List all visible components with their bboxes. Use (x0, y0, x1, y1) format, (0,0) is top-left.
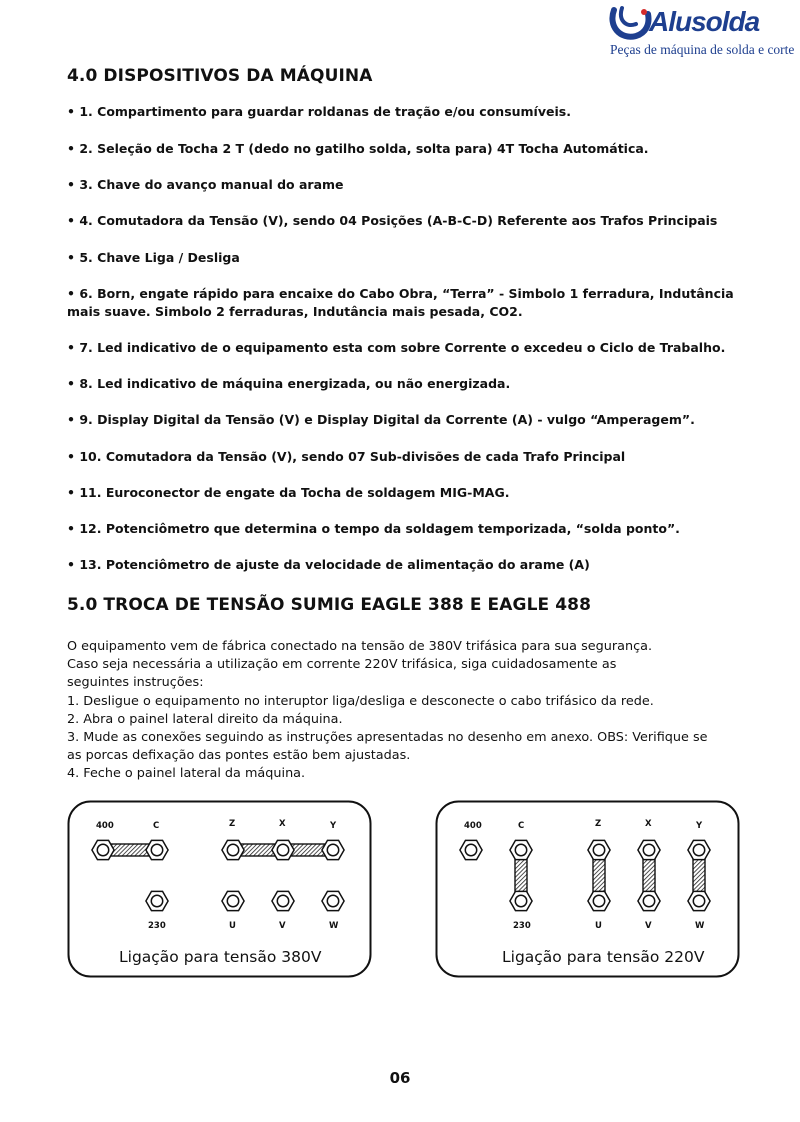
instructions-paragraph (67, 638, 757, 784)
diagram-220v (435, 800, 740, 978)
terminal-label: C (153, 821, 160, 831)
terminal-nut (588, 891, 610, 910)
paragraph-line: 2. Abra o painel lateral direito da máquina. (67, 711, 343, 727)
alusolda-logo (608, 4, 796, 60)
section5-title: 5.0 TROCA DE TENSÃO SUMIG EAGLE 388 E EAGLE 488 (67, 595, 592, 615)
terminal-nut (510, 840, 532, 859)
terminal-nut (588, 840, 610, 859)
list-item: • 1. Compartimento para guardar roldanas de tração e/ou consumíveis. (67, 104, 571, 119)
terminal-nut (638, 891, 660, 910)
terminal-nut (272, 891, 294, 910)
terminal-label: W (695, 921, 705, 931)
paragraph-line: 3. Mude as conexões seguindo as instruções apresentadas no desenho em anexo. OBS: Verifique se (67, 730, 708, 746)
terminal-label: Y (330, 821, 337, 831)
list-item: • 6. Born, engate rápido para encaixe do Cabo Obra, “Terra” - Simbolo 1 ferradura, Indutância mais suave. Simbolo 2 ferraduras, Indutância mais pesada, CO2. (67, 286, 734, 319)
terminal-label: X (645, 819, 652, 829)
list-item: • 9. Display Digital da Tensão (V) e Display Digital da Corrente (A) - vulgo “Amperagem”. (67, 412, 695, 427)
list-item: • 2. Seleção de Tocha 2 T (dedo no gatilho solda, solta para) 4T Tocha Automática. (67, 141, 649, 156)
list-item: • 12. Potenciômetro que determina o tempo da soldagem temporizada, “solda ponto”. (67, 521, 680, 536)
terminal-label: C (518, 821, 525, 831)
terminal-nut (322, 891, 344, 910)
terminal-nut (322, 840, 344, 859)
logo-tagline: Peças de máquina de solda e corte (610, 42, 795, 57)
paragraph-line: seguintes instruções: (67, 675, 204, 691)
terminal-label: 400 (96, 821, 114, 831)
list-item: • 5. Chave Liga / Desliga (67, 250, 240, 265)
paragraph-line: 4. Feche o painel lateral da máquina. (67, 766, 306, 782)
list-item: • 7. Led indicativo de o equipamento esta com sobre Corrente o excedeu o Ciclo de Trabalho. (67, 340, 726, 355)
list-item: • 3. Chave do avanço manual do arame (67, 177, 344, 192)
logo-name: Alusolda (649, 6, 760, 37)
page-number: 06 (389, 1069, 411, 1087)
list-item: • 10. Comutadora da Tensão (V), sendo 07 Sub-divisões de cada Trafo Principal (67, 449, 626, 464)
terminal-nut (510, 891, 532, 910)
terminal-nut (688, 840, 710, 859)
terminal-label: 400 (464, 821, 482, 831)
terminal-label: 230 (513, 921, 531, 931)
diagram-caption: Ligação para tensão 380V (119, 948, 322, 966)
paragraph-line: Caso seja necessária a utilização em corrente 220V trifásica, siga cuidadosamente as (67, 657, 617, 673)
terminal-label: V (279, 921, 286, 931)
list-item: • 4. Comutadora da Tensão (V), sendo 04 Posições (A-B-C-D) Referente aos Trafos Principais (67, 213, 718, 228)
terminal-label: V (645, 921, 652, 931)
section4-title: 4.0 DISPOSITIVOS DA MÁQUINA (67, 66, 373, 86)
terminal-label: W (329, 921, 339, 931)
logo-swoosh-icon (608, 4, 652, 44)
terminal-label: U (229, 921, 236, 931)
terminal-nut (688, 891, 710, 910)
paragraph-line: O equipamento vem de fábrica conectado na tensão de 380V trifásica para sua segurança. (67, 639, 653, 654)
terminal-nut (638, 840, 660, 859)
diagram-380v (67, 800, 372, 978)
terminal-label: X (279, 819, 286, 829)
list-item: • 11. Euroconector de engate da Tocha de soldagem MIG-MAG. (67, 485, 510, 500)
terminal-nut (146, 840, 168, 859)
paragraph-line: as porcas defixação das pontes estão bem ajustadas. (67, 748, 411, 764)
list-item: • 13. Potenciômetro de ajuste da velocidade de alimentação do arame (A) (67, 557, 590, 572)
terminal-label: U (595, 921, 602, 931)
terminal-nut (460, 840, 482, 859)
terminal-label: Y (696, 821, 703, 831)
terminal-label: 230 (148, 921, 166, 931)
terminal-label: Z (595, 819, 602, 829)
terminal-nut (272, 840, 294, 859)
terminal-nut (146, 891, 168, 910)
list-item: • 8. Led indicativo de máquina energizada, ou não energizada. (67, 376, 511, 391)
terminal-nut (222, 891, 244, 910)
paragraph-line: 1. Desligue o equipamento no interuptor liga/desliga e desconecte o cabo trifásico da rede. (67, 693, 654, 709)
terminal-nut (222, 840, 244, 859)
terminal-nut (92, 840, 114, 859)
terminal-label: Z (229, 819, 236, 829)
diagram-caption: Ligação para tensão 220V (502, 948, 705, 966)
